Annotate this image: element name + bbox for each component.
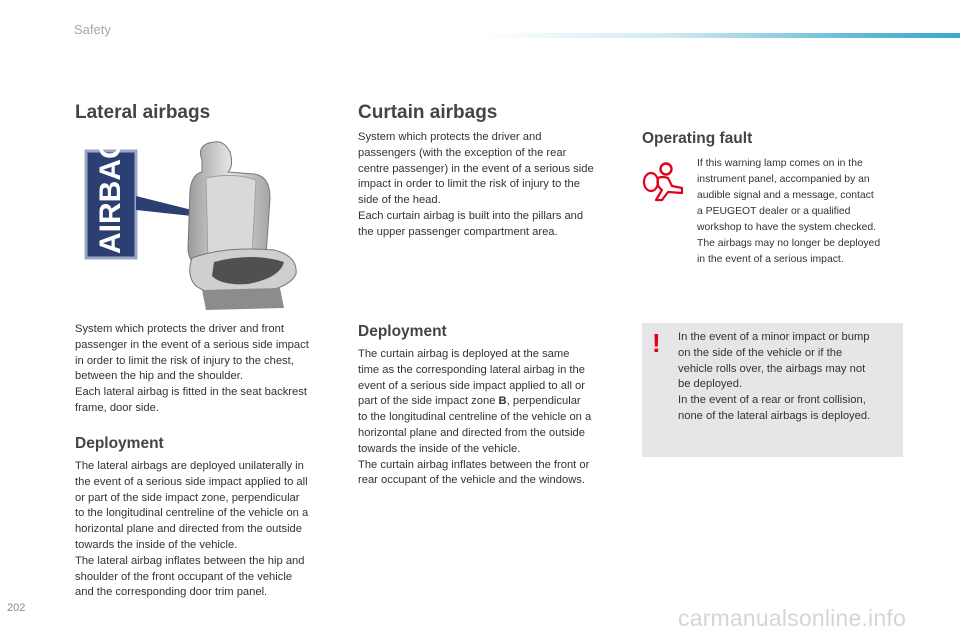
exclamation-icon: ! [652,328,661,358]
airbag-warning-lamp-icon [642,160,694,204]
note-text: In the event of a minor impact or bump on the side of the vehicle or if the vehicle rolls over, the airbags may not be deployed. In the event of a rear or front collision, none of the lateral airbags is deployed. [678,331,871,422]
airbag-label: AIRBAG [94,138,127,254]
operating-fault-text: If this warning lamp comes on in the instrument panel, accompanied by an audible signal and a message, contact a PEUGEOT dealer or a qualified workshop to have the system checked. The airbags may no longer be deployed in the event of a serious impact. [697,158,881,265]
curtain-deployment-title: Deployment [358,323,447,340]
watermark: carmanualsonline.info [678,605,906,631]
curtain-deployment-text-part2: , perpendicular to the longitudinal centreline of the vehicle on a horizontal plane and directed from the outside towards the inside of the vehicle. The curtain airbag inflates between the front or rear occupant of the vehicle and the windows. [358,395,592,487]
lateral-airbags-description: System which protects the driver and front passenger in the event of a serious side impact in order to limit the risk of injury to the chest, between the hip and the shoulder. Each lateral airbag is fitted in the seat backrest frame, door side. [75,323,309,414]
section-title: Safety [74,22,111,37]
lateral-airbags-title: Lateral airbags [75,102,211,123]
curtain-airbags-description: System which protects the driver and passengers (with the exception of the rear centre passenger) in the event of a serious side impact in order to limit the risk of injury to the side of the head. Each curtain airbag is built into the pillars and the upper passenger compartment area. [358,131,594,238]
operating-fault-title: Operating fault [642,130,753,147]
impact-zone-b: B [498,395,507,408]
curtain-deployment-text [358,347,630,489]
lateral-deployment-title: Deployment [75,435,164,452]
curtain-airbags-title: Curtain airbags [358,102,498,123]
page-number: 202 [7,602,26,614]
curtain-deployment-text-part1: The curtain airbag is deployed at the same time as the corresponding lateral airbag in the event of a serious side impact applied to all or part of the side impact zone [358,348,585,408]
header-accent-bar [480,33,960,38]
lateral-deployment-text: The lateral airbags are deployed unilaterally in the event of a serious side impact applied to all or part of the side impact zone, perpendicular to the longitudinal centreline of the vehicle on a horizontal plane and directed from the outside towards the inside of the vehicle. The lateral airbag inflates between the hip and shoulder of the front occupant of the vehicle and the corresponding door trim panel. [75,460,309,599]
seat-airbag-illustration [84,138,304,314]
